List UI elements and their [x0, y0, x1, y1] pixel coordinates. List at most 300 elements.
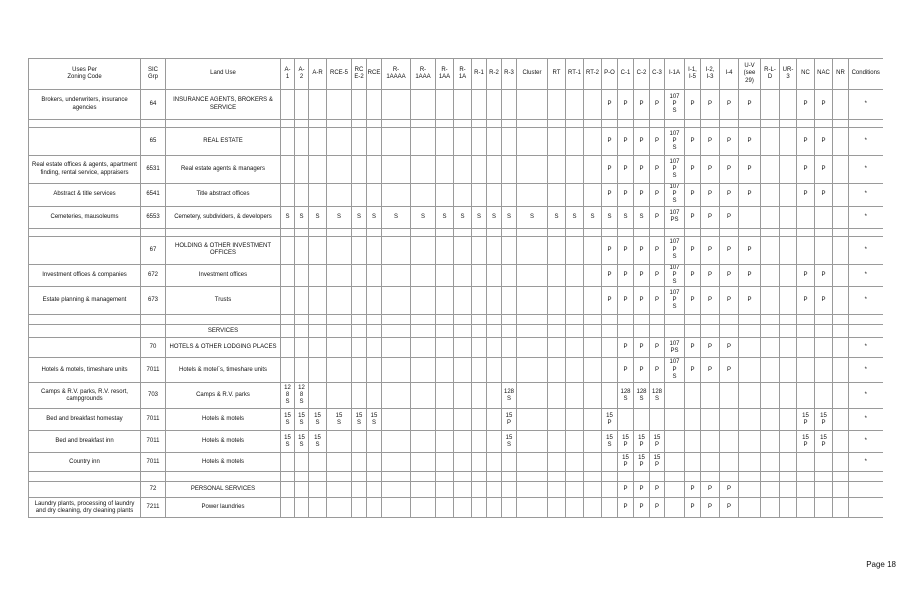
table-cell	[584, 358, 602, 383]
table-cell: 7211	[141, 498, 166, 518]
column-header: I-2, I-3	[701, 59, 720, 90]
table-cell: P	[650, 156, 665, 184]
table-cell	[436, 383, 454, 409]
table-cell	[367, 264, 382, 287]
column-header: R-2	[487, 59, 502, 90]
table-cell	[584, 431, 602, 453]
table-cell: P	[618, 287, 634, 315]
table-cell: P	[685, 206, 701, 228]
table-cell: P	[634, 498, 650, 518]
table-cell	[566, 472, 584, 482]
table-cell	[566, 315, 584, 325]
table-cell	[517, 453, 548, 472]
table-cell	[352, 228, 367, 236]
table-cell	[618, 120, 634, 128]
table-cell	[295, 156, 309, 184]
table-cell: P	[720, 206, 739, 228]
table-cell: 64	[141, 90, 166, 120]
table-cell: P	[618, 236, 634, 264]
table-cell	[833, 206, 849, 228]
table-cell	[739, 358, 761, 383]
table-cell: Estate planning & management	[29, 287, 141, 315]
table-cell	[436, 120, 454, 128]
table-cell	[454, 325, 472, 338]
table-cell	[761, 383, 780, 409]
table-cell	[502, 156, 517, 184]
table-cell	[29, 325, 141, 338]
table-cell	[411, 128, 436, 156]
table-cell	[411, 482, 436, 498]
table-cell	[761, 482, 780, 498]
table-cell	[517, 409, 548, 431]
table-cell	[761, 236, 780, 264]
table-cell: P	[685, 482, 701, 498]
table-cell	[352, 338, 367, 358]
table-cell	[517, 120, 548, 128]
table-cell	[436, 90, 454, 120]
column-header: I-1, I-5	[685, 59, 701, 90]
table-cell	[517, 228, 548, 236]
table-cell: P	[650, 90, 665, 120]
table-cell	[487, 128, 502, 156]
table-cell	[548, 453, 566, 472]
column-header: I-4	[720, 59, 739, 90]
table-cell	[634, 120, 650, 128]
table-cell	[833, 156, 849, 184]
table-cell	[382, 264, 411, 287]
table-cell: P	[602, 128, 618, 156]
table-cell	[295, 264, 309, 287]
table-cell: P	[685, 128, 701, 156]
table-cell	[382, 315, 411, 325]
table-cell	[502, 482, 517, 498]
table-cell	[761, 264, 780, 287]
table-cell: P	[701, 338, 720, 358]
table-cell	[761, 228, 780, 236]
table-cell	[566, 409, 584, 431]
table-cell	[327, 184, 352, 207]
table-cell: P	[701, 156, 720, 184]
column-header: NC	[797, 59, 815, 90]
table-cell	[548, 120, 566, 128]
table-cell: 67	[141, 236, 166, 264]
table-cell	[584, 325, 602, 338]
table-cell	[29, 128, 141, 156]
table-cell: 7011	[141, 453, 166, 472]
table-cell: Hotels & motels	[166, 453, 281, 472]
table-cell	[761, 156, 780, 184]
table-cell: P	[797, 90, 815, 120]
table-cell: 128 S	[502, 383, 517, 409]
table-cell	[548, 325, 566, 338]
table-cell	[584, 128, 602, 156]
table-cell	[29, 472, 141, 482]
table-cell	[739, 383, 761, 409]
table-row	[29, 338, 883, 358]
table-cell	[382, 431, 411, 453]
table-cell	[29, 315, 141, 325]
table-cell	[487, 482, 502, 498]
table-cell	[602, 325, 618, 338]
table-cell	[517, 358, 548, 383]
table-cell: P	[618, 90, 634, 120]
table-cell	[281, 156, 295, 184]
table-cell	[780, 236, 797, 264]
table-cell: 15 P	[797, 409, 815, 431]
table-cell: P	[618, 128, 634, 156]
table-cell	[295, 184, 309, 207]
table-cell	[739, 228, 761, 236]
table-cell	[502, 90, 517, 120]
table-cell: 15 P	[618, 453, 634, 472]
table-cell: Hotels & motels	[166, 409, 281, 431]
table-cell: *	[849, 156, 883, 184]
table-cell	[761, 358, 780, 383]
table-cell	[382, 453, 411, 472]
table-cell	[833, 325, 849, 338]
table-cell	[650, 409, 665, 431]
table-cell	[634, 315, 650, 325]
table-cell	[665, 383, 685, 409]
table-cell	[761, 128, 780, 156]
table-cell	[849, 498, 883, 518]
table-cell	[454, 287, 472, 315]
column-header: R- 1AAA	[411, 59, 436, 90]
table-cell	[295, 338, 309, 358]
table-cell	[685, 409, 701, 431]
table-cell	[367, 482, 382, 498]
table-cell: P	[634, 236, 650, 264]
table-cell	[833, 498, 849, 518]
table-cell	[454, 228, 472, 236]
table-cell	[295, 358, 309, 383]
table-cell	[602, 498, 618, 518]
table-cell	[382, 120, 411, 128]
table-cell: P	[739, 287, 761, 315]
table-cell: P	[701, 184, 720, 207]
table-cell	[833, 128, 849, 156]
table-cell	[382, 90, 411, 120]
table-cell: Trusts	[166, 287, 281, 315]
table-cell	[584, 90, 602, 120]
table-cell	[411, 383, 436, 409]
table-cell	[472, 156, 487, 184]
table-cell	[502, 236, 517, 264]
table-cell	[548, 228, 566, 236]
table-cell	[436, 315, 454, 325]
table-cell: S	[454, 206, 472, 228]
table-cell: Camps & R.V. parks, R.V. resort, campgrounds	[29, 383, 141, 409]
table-cell: 15 S	[327, 409, 352, 431]
table-cell	[281, 90, 295, 120]
table-cell	[502, 472, 517, 482]
table-cell	[327, 128, 352, 156]
table-cell	[833, 236, 849, 264]
table-cell	[685, 325, 701, 338]
zoning-table	[28, 58, 883, 518]
table-row	[29, 498, 883, 518]
table-cell	[780, 264, 797, 287]
table-cell	[761, 184, 780, 207]
table-cell	[436, 287, 454, 315]
table-cell	[517, 315, 548, 325]
column-header: RT	[548, 59, 566, 90]
table-cell	[487, 184, 502, 207]
table-cell	[309, 184, 327, 207]
table-cell	[327, 287, 352, 315]
table-cell	[29, 236, 141, 264]
table-cell	[436, 409, 454, 431]
table-cell: PERSONAL SERVICES	[166, 482, 281, 498]
table-cell: 7011	[141, 409, 166, 431]
table-cell	[472, 482, 487, 498]
table-cell: P	[650, 358, 665, 383]
table-cell: 70	[141, 338, 166, 358]
table-cell	[382, 358, 411, 383]
table-cell	[411, 90, 436, 120]
table-cell: Abstract & title services	[29, 184, 141, 207]
table-cell	[352, 431, 367, 453]
table-cell	[548, 90, 566, 120]
table-cell: 107 P S	[665, 156, 685, 184]
table-cell	[472, 325, 487, 338]
table-cell: P	[701, 358, 720, 383]
table-cell	[382, 472, 411, 482]
table-row	[29, 264, 883, 287]
table-cell	[295, 453, 309, 472]
table-cell	[367, 431, 382, 453]
table-cell	[454, 90, 472, 120]
table-cell	[548, 383, 566, 409]
column-header: A- 1	[281, 59, 295, 90]
table-cell: 15 S	[602, 431, 618, 453]
table-cell	[327, 325, 352, 338]
table-cell: P	[650, 338, 665, 358]
table-cell	[584, 228, 602, 236]
column-header: I-1A	[665, 59, 685, 90]
table-cell	[295, 498, 309, 518]
table-cell	[761, 315, 780, 325]
table-cell: S	[436, 206, 454, 228]
table-cell: 6541	[141, 184, 166, 207]
table-cell	[815, 325, 833, 338]
table-cell: Cemetery, subdividers, & developers	[166, 206, 281, 228]
table-cell	[309, 315, 327, 325]
table-cell	[309, 453, 327, 472]
table-cell	[815, 358, 833, 383]
table-cell	[352, 325, 367, 338]
table-cell: *	[849, 409, 883, 431]
table-cell	[454, 358, 472, 383]
table-cell: 107 P S	[665, 128, 685, 156]
table-cell: 107 PS	[665, 338, 685, 358]
table-cell	[454, 409, 472, 431]
table-cell: P	[685, 358, 701, 383]
table-cell: Brokers, underwriters, insurance agencies	[29, 90, 141, 120]
table-cell: *	[849, 264, 883, 287]
table-cell: Real estate agents & managers	[166, 156, 281, 184]
table-cell: P	[739, 156, 761, 184]
table-cell	[29, 228, 141, 236]
table-cell	[436, 128, 454, 156]
column-header: R- 1AAAA	[382, 59, 411, 90]
table-cell: 15 P	[634, 453, 650, 472]
table-cell: INSURANCE AGENTS, BROKERS & SERVICE	[166, 90, 281, 120]
table-cell: *	[849, 90, 883, 120]
table-cell: P	[602, 287, 618, 315]
table-cell	[472, 128, 487, 156]
table-cell: 15 P	[815, 431, 833, 453]
table-cell	[739, 338, 761, 358]
table-cell	[650, 120, 665, 128]
table-cell	[411, 156, 436, 184]
table-cell	[517, 156, 548, 184]
table-cell	[411, 236, 436, 264]
table-cell	[720, 472, 739, 482]
table-cell: 107 PS	[665, 206, 685, 228]
column-header: R-3	[502, 59, 517, 90]
table-cell: 15 P	[618, 431, 634, 453]
table-cell	[665, 315, 685, 325]
table-cell	[701, 383, 720, 409]
table-cell: *	[849, 338, 883, 358]
table-cell	[780, 358, 797, 383]
column-header: RC E-2	[352, 59, 367, 90]
table-cell: P	[634, 184, 650, 207]
table-cell	[584, 120, 602, 128]
table-cell	[367, 453, 382, 472]
table-cell	[602, 338, 618, 358]
table-cell	[281, 498, 295, 518]
table-cell	[367, 287, 382, 315]
table-cell: P	[634, 482, 650, 498]
table-cell	[327, 236, 352, 264]
table-cell	[665, 482, 685, 498]
table-cell	[472, 264, 487, 287]
table-cell	[411, 325, 436, 338]
table-cell	[295, 228, 309, 236]
table-cell	[281, 325, 295, 338]
table-cell	[584, 453, 602, 472]
table-cell	[141, 228, 166, 236]
table-cell: 15 S	[295, 409, 309, 431]
table-cell: 107 P S	[665, 90, 685, 120]
table-cell: REAL ESTATE	[166, 128, 281, 156]
table-cell	[166, 228, 281, 236]
table-cell	[584, 409, 602, 431]
table-cell	[309, 90, 327, 120]
table-cell	[602, 472, 618, 482]
column-header: C-2	[634, 59, 650, 90]
table-cell	[309, 228, 327, 236]
table-row	[29, 128, 883, 156]
table-cell	[352, 184, 367, 207]
table-cell	[566, 482, 584, 498]
table-cell: P	[634, 90, 650, 120]
table-row	[29, 90, 883, 120]
table-cell	[833, 482, 849, 498]
table-cell	[487, 358, 502, 383]
table-cell	[411, 184, 436, 207]
table-cell	[566, 184, 584, 207]
table-cell: 15 P	[634, 431, 650, 453]
table-cell	[367, 338, 382, 358]
table-cell: P	[650, 264, 665, 287]
table-cell	[382, 383, 411, 409]
table-cell: P	[650, 184, 665, 207]
table-cell	[295, 128, 309, 156]
table-cell	[665, 431, 685, 453]
table-cell: 6531	[141, 156, 166, 184]
column-header: R- 1AA	[436, 59, 454, 90]
header-row	[29, 59, 883, 90]
table-cell	[382, 128, 411, 156]
table-cell	[780, 184, 797, 207]
table-cell	[849, 472, 883, 482]
table-cell	[436, 325, 454, 338]
column-header: C-3	[650, 59, 665, 90]
table-cell: HOLDING & OTHER INVESTMENT OFFICES	[166, 236, 281, 264]
table-cell	[517, 287, 548, 315]
table-row	[29, 228, 883, 236]
table-cell: Investment offices & companies	[29, 264, 141, 287]
table-cell	[797, 325, 815, 338]
column-header: Conditions	[849, 59, 883, 90]
table-cell	[472, 358, 487, 383]
table-cell: S	[618, 206, 634, 228]
table-cell	[327, 315, 352, 325]
table-cell	[665, 325, 685, 338]
table-cell	[502, 498, 517, 518]
table-cell: Hotels & motel`s, timeshare units	[166, 358, 281, 383]
table-cell	[327, 228, 352, 236]
table-cell	[566, 120, 584, 128]
table-cell: 15 P	[502, 409, 517, 431]
table-cell	[367, 184, 382, 207]
table-cell	[833, 90, 849, 120]
table-cell	[281, 287, 295, 315]
table-cell: Bed and breakfast homestay	[29, 409, 141, 431]
table-cell	[309, 498, 327, 518]
table-cell	[618, 409, 634, 431]
table-cell	[815, 206, 833, 228]
table-cell: P	[701, 90, 720, 120]
table-cell: Real estate offices & agents, apartment finding, rental service, appraisers	[29, 156, 141, 184]
table-cell: 7011	[141, 358, 166, 383]
table-cell	[367, 228, 382, 236]
table-cell	[327, 472, 352, 482]
table-cell	[352, 498, 367, 518]
table-cell	[436, 236, 454, 264]
table-cell: P	[618, 338, 634, 358]
table-cell: P	[815, 287, 833, 315]
table-cell	[472, 315, 487, 325]
table-cell	[352, 236, 367, 264]
table-cell	[487, 90, 502, 120]
table-cell: 12 8 S	[281, 383, 295, 409]
table-cell	[487, 264, 502, 287]
table-cell	[566, 90, 584, 120]
column-header: RCE	[367, 59, 382, 90]
table-cell	[815, 383, 833, 409]
table-cell	[665, 498, 685, 518]
table-cell	[548, 315, 566, 325]
table-cell: P	[739, 264, 761, 287]
column-header: SIC Grp	[141, 59, 166, 90]
table-cell	[502, 184, 517, 207]
table-cell	[382, 287, 411, 315]
table-cell	[411, 431, 436, 453]
